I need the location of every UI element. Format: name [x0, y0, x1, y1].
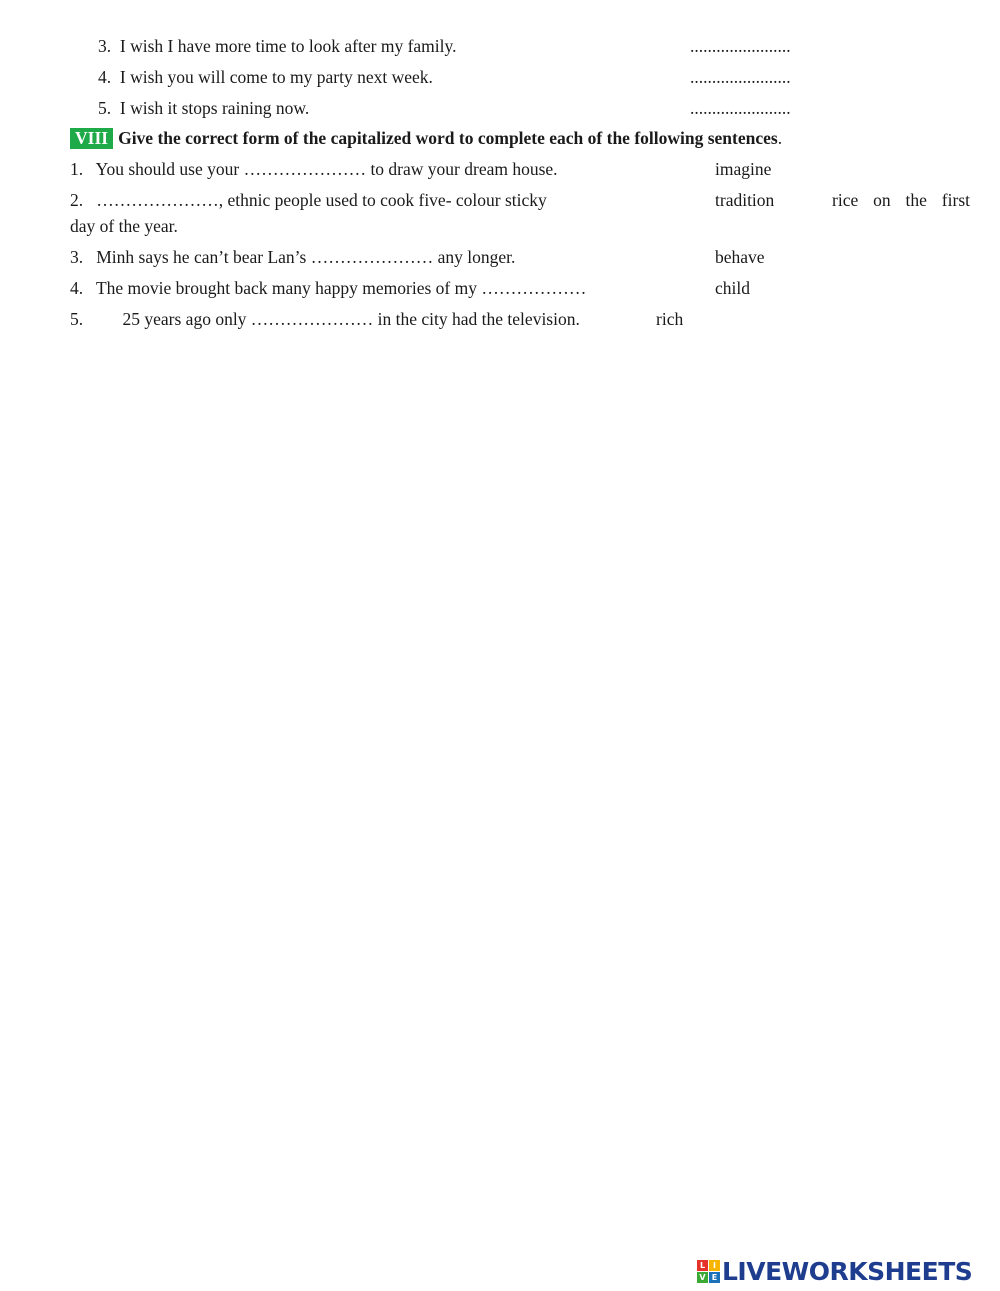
viii-item-1: [70, 158, 558, 180]
capitalized-word: child: [715, 278, 750, 298]
item-number: 4.: [98, 67, 112, 87]
item-number: 3.: [98, 36, 112, 56]
item-number: 3.: [70, 247, 84, 267]
answer-blank-4[interactable]: .......................: [690, 67, 791, 87]
answer-blank-5[interactable]: .......................: [690, 98, 791, 118]
logo-block: L: [697, 1260, 708, 1271]
item-text: 25 years ago only ………………… in the city had the television.: [122, 309, 580, 329]
item-text: You should use your ………………… to draw your dream house.: [95, 159, 558, 179]
section-tag: VIII: [70, 128, 113, 149]
section-instruction: Give the correct form of the capitalized word to complete each of the following sentences: [118, 128, 778, 148]
instruction-period: .: [777, 128, 783, 148]
viii-item-3: [70, 246, 515, 268]
capitalized-word: imagine: [715, 159, 772, 179]
item-text: I wish you will come to my party next week.: [119, 67, 433, 87]
logo-block: E: [709, 1272, 720, 1283]
item-number: 1.: [70, 159, 84, 179]
prev-item-3: [98, 35, 457, 57]
prev-item-4: [98, 66, 433, 88]
viii-item-5: [70, 308, 580, 330]
item-text: The movie brought back many happy memories of my ………………: [95, 278, 587, 298]
capitalized-word: tradition: [715, 190, 775, 210]
item-text: …………………, ethnic people used to cook five- colour sticky: [96, 190, 547, 210]
liveworksheets-logo: [697, 1256, 972, 1286]
item-text: Minh says he can’t bear Lan’s ………………… any longer.: [96, 247, 516, 267]
viii-item-2: [70, 189, 547, 211]
item-tail: rice on the first: [832, 190, 970, 210]
logo-mark-icon: [697, 1260, 720, 1283]
item-text: I wish it stops raining now.: [119, 98, 310, 118]
answer-blank-3[interactable]: .......................: [690, 36, 791, 56]
item-number: 5.: [98, 98, 112, 118]
item-text: I wish I have more time to look after my family.: [119, 36, 457, 56]
logo-block: I: [709, 1260, 720, 1271]
capitalized-word: rich: [656, 309, 684, 329]
capitalized-word: behave: [715, 247, 765, 267]
item-number: 2.: [70, 190, 84, 210]
logo-text: LIVEWORKSHEETS: [722, 1256, 973, 1286]
prev-item-5: [98, 97, 309, 119]
viii-item-4: [70, 277, 586, 299]
item-number: 4.: [70, 278, 84, 298]
logo-block: V: [697, 1272, 708, 1283]
item-number: 5.: [70, 309, 84, 329]
item-continuation: day of the year.: [70, 216, 178, 236]
section-heading: [70, 127, 782, 149]
